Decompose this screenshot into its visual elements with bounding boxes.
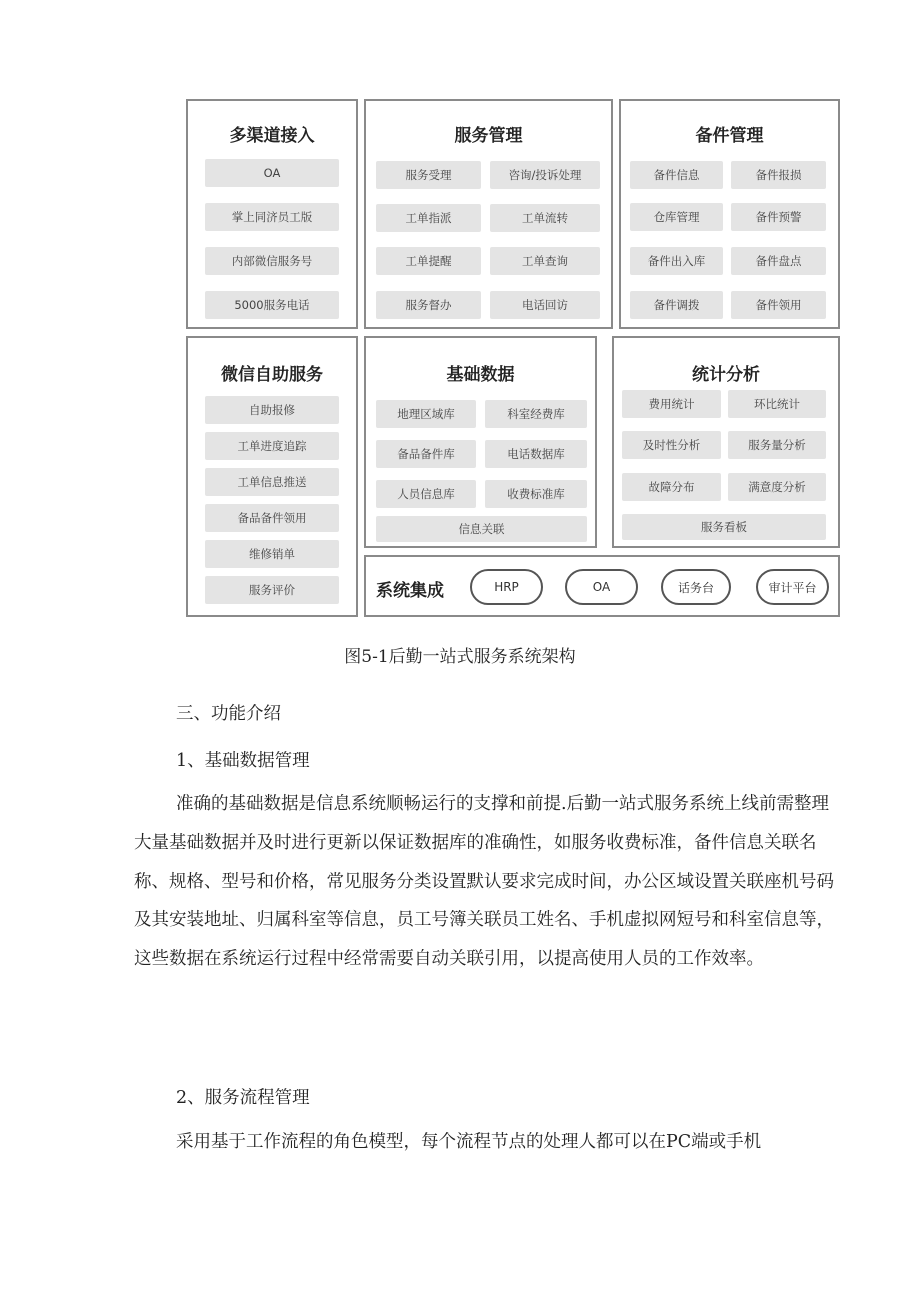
cell: 电话回访 (490, 291, 600, 319)
box-title: 服务管理 (454, 126, 523, 146)
box-service-management (364, 99, 613, 329)
cell: 备件领用 (731, 291, 826, 319)
pill-hrp: HRP (470, 569, 543, 605)
box-base-data (364, 336, 597, 548)
box-statistics (612, 336, 840, 548)
cell: 电话数据库 (485, 440, 587, 468)
cell: 内部微信服务号 (205, 247, 339, 275)
cell: 满意度分析 (728, 473, 826, 501)
cell-wide: 信息关联 (376, 516, 587, 542)
cell: 工单流转 (490, 204, 600, 232)
cell: 工单指派 (376, 204, 481, 232)
cell: 服务评价 (205, 576, 339, 604)
cell: 仓库管理 (630, 203, 723, 231)
cell: 费用统计 (622, 390, 721, 418)
cell: 备件预警 (731, 203, 826, 231)
cell: 维修销单 (205, 540, 339, 568)
pill-audit-platform: 审计平台 (756, 569, 829, 605)
cell: 服务量分析 (728, 431, 826, 459)
box-title: 多渠道接入 (229, 126, 315, 146)
cell: 人员信息库 (376, 480, 476, 508)
cell: 掌上同济员工版 (205, 203, 339, 231)
cell: 备件出入库 (630, 247, 723, 275)
cell: 备件盘点 (731, 247, 826, 275)
cell: 备品备件领用 (205, 504, 339, 532)
subsection-title-1: 1、基础数据管理 (176, 751, 310, 771)
cell: 5000服务电话 (205, 291, 339, 319)
architecture-diagram (186, 99, 840, 617)
section-title: 三、功能介绍 (176, 704, 281, 724)
pill-switchboard: 话务台 (661, 569, 731, 605)
box-system-integration (364, 555, 840, 617)
paragraph-2: 采用基于工作流程的角色模型，每个流程节点的处理人都可以在PC端或手机 (176, 1132, 762, 1152)
cell: 备件调拨 (630, 291, 723, 319)
box-title: 微信自助服务 (221, 365, 323, 385)
cell: 科室经费库 (485, 400, 587, 428)
cell: 环比统计 (728, 390, 826, 418)
cell: 工单查询 (490, 247, 600, 275)
cell: 收费标准库 (485, 480, 587, 508)
box-title: 备件管理 (695, 126, 764, 146)
box-title: 统计分析 (692, 365, 760, 385)
box-spare-parts (619, 99, 840, 329)
subsection-title-2: 2、服务流程管理 (176, 1088, 310, 1108)
box-title: 系统集成 (376, 581, 444, 601)
cell: 工单提醒 (376, 247, 481, 275)
cell: 备件报损 (731, 161, 826, 189)
cell: 故障分布 (622, 473, 721, 501)
cell: 备件信息 (630, 161, 723, 189)
cell: OA (205, 159, 339, 187)
cell: 工单信息推送 (205, 468, 339, 496)
box-multi-channel (186, 99, 358, 329)
box-title: 基础数据 (446, 365, 515, 385)
pill-oa: OA (565, 569, 638, 605)
cell: 及时性分析 (622, 431, 721, 459)
cell: 服务督办 (376, 291, 481, 319)
box-wechat-self-service (186, 336, 358, 617)
cell: 备品备件库 (376, 440, 476, 468)
cell-wide: 服务看板 (622, 514, 826, 540)
cell: 工单进度追踪 (205, 432, 339, 460)
cell: 咨询/投诉处理 (490, 161, 600, 189)
cell: 地理区域库 (376, 400, 476, 428)
paragraph-1: 准确的基础数据是信息系统顺畅运行的支撑和前提.后勤一站式服务系统上线前需整理大量基础数据并及时进行更新以保证数据库的准确性，如服务收费标准，备件信息关联名称、规格、型号和价格，常见服务分类设置默认要求完成时间，办公区域设置关联座机号码及其安装地址、归属科室等信息，员工号簿关联员工姓名、手机虚拟网短号和科室信息等，这些数据在系统运行过程中经常需要自动关联引用，以提高使用人员的工作效率。 (134, 794, 834, 970)
cell: 服务受理 (376, 161, 481, 189)
figure-caption: 图5-1后勤一站式服务系统架构 (344, 647, 576, 667)
cell: 自助报修 (205, 396, 339, 424)
